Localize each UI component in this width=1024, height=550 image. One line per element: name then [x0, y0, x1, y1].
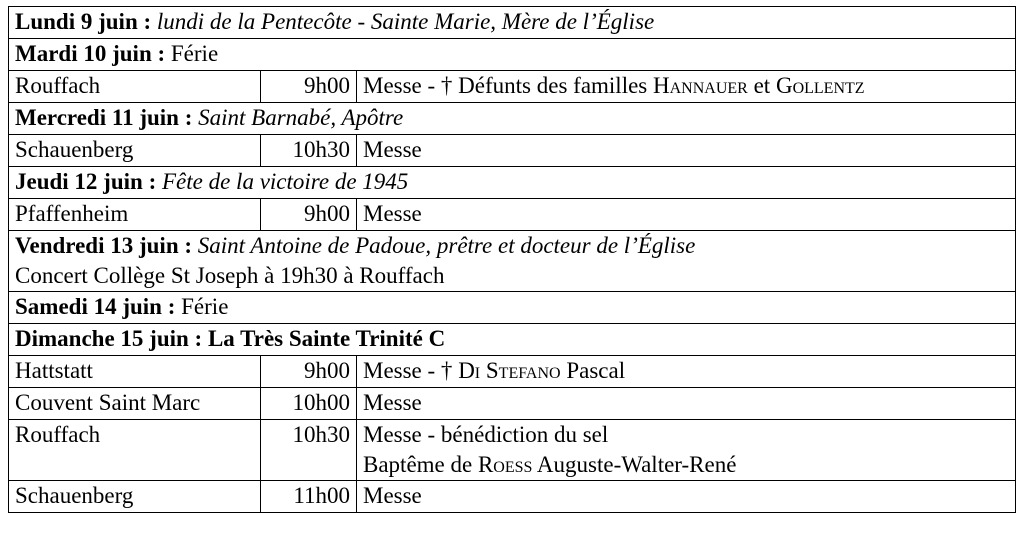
day-header — [9, 231, 1016, 292]
feast-label: lundi de la Pentecôte - Sainte Marie, Mère de l’Église — [156, 9, 655, 34]
day-row-saturday — [9, 292, 1016, 324]
day-row-friday — [9, 231, 1016, 292]
place-cell: Couvent Saint Marc — [9, 388, 261, 420]
feast-label: Saint Barnabé, Apôtre — [198, 105, 404, 130]
day-row-thursday — [9, 167, 1016, 199]
day-row-sunday — [9, 324, 1016, 356]
description-text: Messe - bénédiction du sel — [363, 422, 609, 447]
place-cell: Hattstatt — [9, 356, 261, 388]
day-header — [9, 167, 1016, 199]
feast-label: La Très Sainte Trinité C — [207, 326, 446, 351]
day-header — [9, 7, 1016, 39]
description-cell — [357, 420, 1016, 481]
time-cell: 11h00 — [261, 481, 357, 513]
description-cell — [357, 356, 1016, 388]
mass-row — [9, 356, 1016, 388]
day-label: Dimanche 15 juin : — [15, 326, 203, 351]
feast-label: Saint Antoine de Padoue, prêtre et docteur de l’Église — [197, 233, 696, 258]
day-label: Mercredi 11 juin : — [15, 105, 193, 130]
family-name: Hannauer — [653, 73, 748, 98]
baptism-line — [363, 450, 1009, 480]
family-name: Gollentz — [775, 73, 865, 98]
day-header-line — [15, 231, 1009, 261]
feast-label: Férie — [170, 41, 219, 66]
feast-label: Férie — [181, 294, 229, 319]
day-label: Lundi 9 juin : — [15, 9, 152, 34]
description-text: Pascal — [560, 358, 626, 383]
feast-label: Fête de la victoire de 1945 — [161, 169, 409, 194]
conjunction-text: et — [747, 73, 776, 98]
day-header — [9, 292, 1016, 324]
day-header — [9, 324, 1016, 356]
mass-row — [9, 135, 1016, 167]
place-cell: Pfaffenheim — [9, 199, 261, 231]
description-cell: Messe — [357, 388, 1016, 420]
mass-row — [9, 388, 1016, 420]
day-row-monday — [9, 7, 1016, 39]
description-text: Messe - † Défunts des familles — [363, 73, 653, 98]
description-cell: Messe — [357, 135, 1016, 167]
mass-row — [9, 420, 1016, 481]
mass-row — [9, 199, 1016, 231]
time-cell: 10h00 — [261, 388, 357, 420]
time-cell: 9h00 — [261, 356, 357, 388]
family-name: Di Stefano — [458, 358, 561, 383]
day-header — [9, 39, 1016, 71]
description-text: Messe - † — [363, 358, 459, 383]
day-row-wednesday — [9, 103, 1016, 135]
time-cell: 9h00 — [261, 199, 357, 231]
place-cell: Schauenberg — [9, 135, 261, 167]
description-cell: Messe — [357, 199, 1016, 231]
mass-row — [9, 481, 1016, 513]
description-cell: Messe — [357, 481, 1016, 513]
description-text: Baptême de — [363, 452, 478, 477]
place-cell: Rouffach — [9, 420, 261, 481]
time-cell: 10h30 — [261, 135, 357, 167]
day-header — [9, 103, 1016, 135]
event-note: Concert Collège St Joseph à 19h30 à Rouffach — [15, 263, 445, 288]
place-cell: Schauenberg — [9, 481, 261, 513]
day-label: Mardi 10 juin : — [15, 41, 166, 66]
day-label: Vendredi 13 juin : — [15, 233, 193, 258]
family-name: Roess — [477, 452, 533, 477]
day-label: Samedi 14 juin : — [15, 294, 176, 319]
mass-row — [9, 71, 1016, 103]
time-cell: 9h00 — [261, 71, 357, 103]
day-label: Jeudi 12 juin : — [15, 169, 157, 194]
description-text: Auguste-Walter-René — [532, 452, 737, 477]
schedule-table — [8, 6, 1016, 513]
place-cell: Rouffach — [9, 71, 261, 103]
day-row-tuesday — [9, 39, 1016, 71]
schedule-sheet — [8, 6, 1015, 513]
description-cell — [357, 71, 1016, 103]
time-cell: 10h30 — [261, 420, 357, 481]
